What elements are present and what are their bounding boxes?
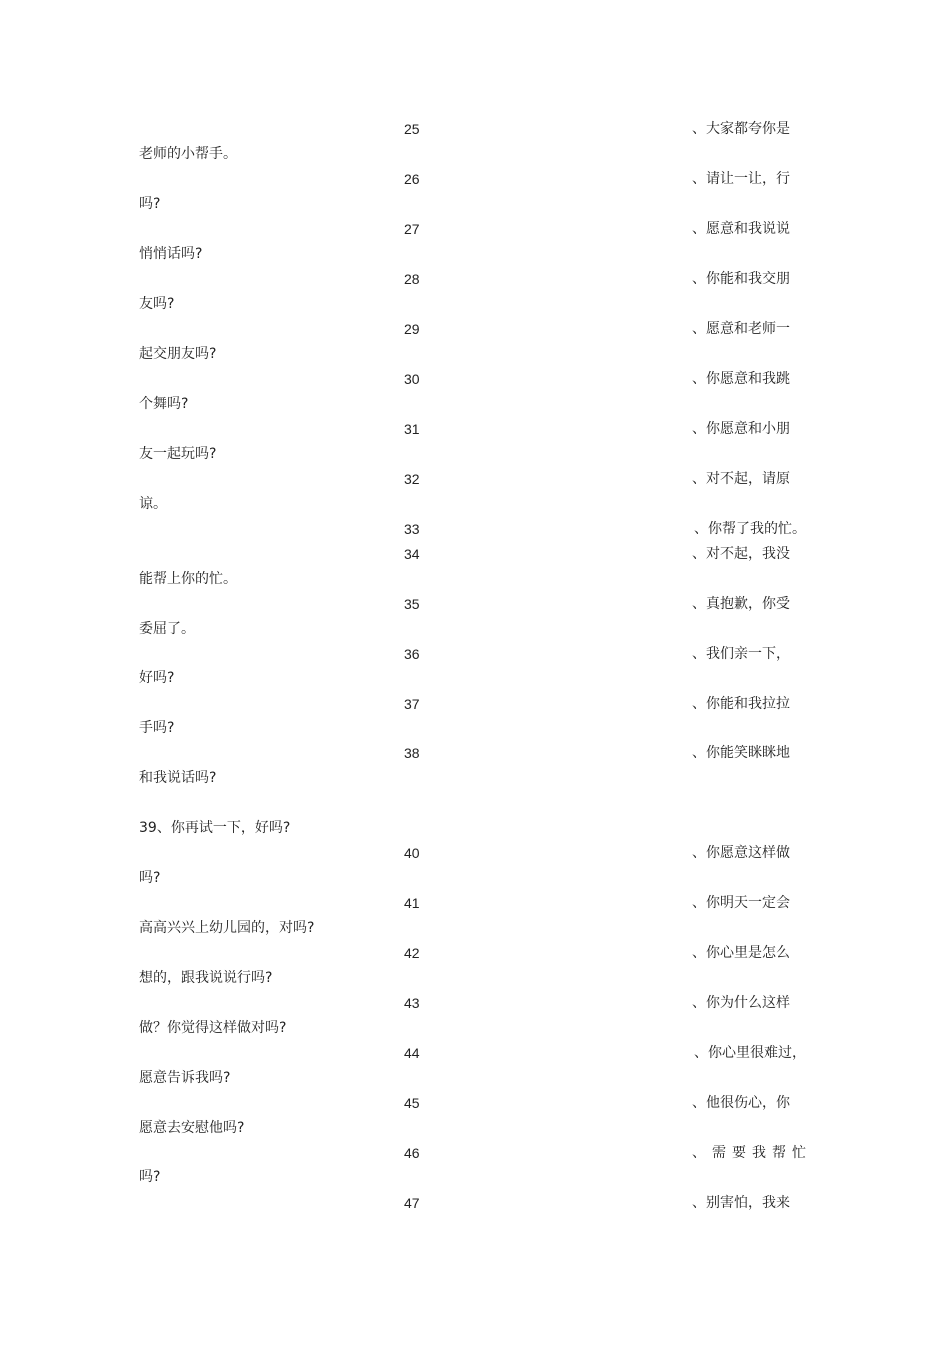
item-41-text-start: 、你明天一定会: [692, 895, 790, 911]
item-38-number: 38: [404, 745, 420, 761]
item-36-text-start: 、我们亲一下，: [692, 646, 790, 662]
item-27-number: 27: [404, 221, 420, 237]
item-35-text-start: 、真抱歉，你受: [692, 596, 790, 612]
item-40-number: 40: [404, 845, 420, 861]
item-25-text-continued: 老师的小帮手。: [139, 146, 237, 162]
item-32-text-continued: 谅。: [139, 496, 167, 512]
item-29-text-continued: 起交朋友吗?: [139, 346, 217, 362]
item-46-text-start: 、需要我帮忙: [692, 1145, 812, 1161]
item-46-text-continued: 吗?: [139, 1169, 161, 1185]
item-34-number: 34: [404, 546, 420, 562]
item-35-text-continued: 委屈了。: [139, 621, 195, 637]
item-45-number: 45: [404, 1095, 420, 1111]
item-46-number: 46: [404, 1145, 420, 1161]
item-33-text: 、你帮了我的忙。: [694, 521, 806, 537]
item-29-text-start: 、愿意和老师一: [692, 321, 790, 337]
item-42-number: 42: [404, 945, 420, 961]
item-25-number: 25: [404, 121, 420, 137]
item-41-number: 41: [404, 895, 420, 911]
item-26-number: 26: [404, 171, 420, 187]
item-36-number: 36: [404, 646, 420, 662]
item-28-number: 28: [404, 271, 420, 287]
item-31-text-start: 、你愿意和小朋: [692, 421, 790, 437]
item-31-number: 31: [404, 421, 420, 437]
item-37-text-continued: 手吗?: [139, 720, 175, 736]
item-28-text-continued: 友吗?: [139, 296, 175, 312]
item-30-number: 30: [404, 371, 420, 387]
item-40-text-continued: 吗?: [139, 870, 161, 886]
item-45-text-continued: 愿意去安慰他吗?: [139, 1120, 245, 1136]
item-43-number: 43: [404, 995, 420, 1011]
item-43-text-start: 、你为什么这样: [692, 995, 790, 1011]
item-34-text-continued: 能帮上你的忙。: [139, 571, 237, 587]
item-33-number: 33: [404, 521, 420, 537]
item-38-text-start: 、你能笑眯眯地: [692, 745, 790, 761]
item-47-number: 47: [404, 1195, 420, 1211]
item-38-text-continued: 和我说话吗?: [139, 770, 217, 786]
item-40-text-start: 、你愿意这样做: [692, 845, 790, 861]
item-27-text-continued: 悄悄话吗?: [139, 246, 203, 262]
item-26-text-continued: 吗?: [139, 196, 161, 212]
item-43-text-continued: 做？你觉得这样做对吗?: [139, 1020, 287, 1036]
item-36-text-continued: 好吗?: [139, 670, 175, 686]
item-34-text-start: 、对不起，我没: [692, 546, 790, 562]
item-28-text-start: 、你能和我交朋: [692, 271, 790, 287]
item-27-text-start: 、愿意和我说说: [692, 221, 790, 237]
item-44-number: 44: [404, 1045, 420, 1061]
item-32-number: 32: [404, 471, 420, 487]
item-44-text-continued: 愿意告诉我吗?: [139, 1070, 231, 1086]
item-39-text: 39、你再试一下，好吗?: [139, 820, 291, 836]
item-35-number: 35: [404, 596, 420, 612]
item-32-text-start: 、对不起，请原: [692, 471, 790, 487]
item-25-text-start: 、大家都夸你是: [692, 121, 790, 137]
item-45-text-start: 、他很伤心，你: [692, 1095, 790, 1111]
item-42-text-start: 、你心里是怎么: [692, 945, 790, 961]
item-30-text-continued: 个舞吗?: [139, 396, 189, 412]
item-41-text-continued: 高高兴兴上幼儿园的，对吗?: [139, 920, 315, 936]
item-37-number: 37: [404, 696, 420, 712]
item-31-text-continued: 友一起玩吗?: [139, 446, 217, 462]
item-44-text-start: 、你心里很难过，: [694, 1045, 806, 1061]
item-47-text-start: 、别害怕，我来: [692, 1195, 790, 1211]
item-30-text-start: 、你愿意和我跳: [692, 371, 790, 387]
item-42-text-continued: 想的，跟我说说行吗?: [139, 970, 273, 986]
item-37-text-start: 、你能和我拉拉: [692, 696, 790, 712]
item-29-number: 29: [404, 321, 420, 337]
item-26-text-start: 、请让一让，行: [692, 171, 790, 187]
